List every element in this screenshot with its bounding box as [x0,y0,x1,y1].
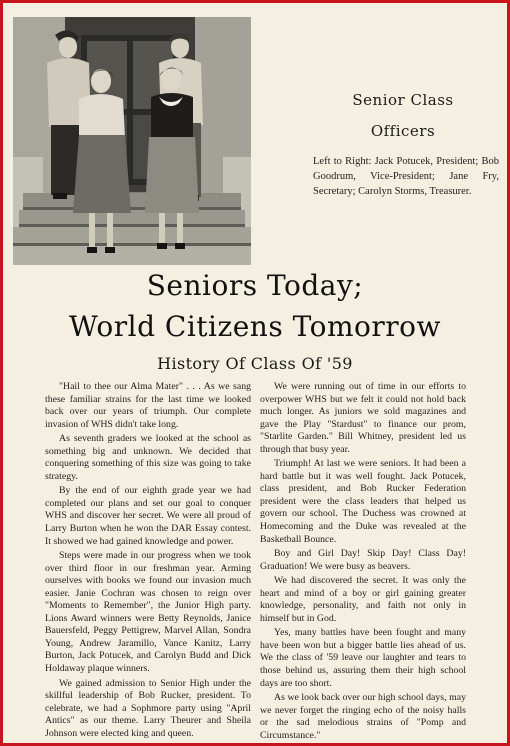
history-heading: History Of Class Of '59 [157,354,353,373]
paragraph: Steps were made in our progress when we took over third floor in our freshman year. Arming ourselves with books we found our invasion much easier. Janie Cochran was chosen to reign over "Moments to Remember", the Junior High party. Lions Award winners were Betty Reynolds, Janice Bauersfeld, Peggy Pettigrew, Marvel Allan, Sondra Young, Andrew Jaramillo, Vance Kanitz, Larry Burton, Jack Potucek, and Carolyn Budd and Dick Holdaway plaque winners. [45,550,251,675]
paragraph: We were running out of time in our efforts to overpower WHS but we felt it could not hold back much longer. As juniors we sold magazines and gave the Play "Stardust" to finance our prom, "Starlite Garden." Bill Whitney, president led us through that busy year. [260,381,466,455]
page-title-line1: Seniors Today; [146,269,364,302]
page-title-line2: World Citizens Tomorrow [69,310,441,343]
photo-illustration [13,17,251,265]
paragraph: Triumph! At last we were seniors. It had been a hard battle but it was well fought. Jack Potucek, class president, and Bob Rucker Federation president were the class leaders that helped us govern our school. The Duchess was crowned at Homecoming and the Duke was revealed at the Basketball Bounce. [260,458,466,545]
officers-heading-line2: Officers [370,122,436,140]
paragraph: We gained admission to Senior High under the skillful leadership of Bob Rucker, president. To celebrate, we had a Sophmore party using "April Antics" as our theme. Larry Theurer and Sheila Johnson were elected king and queen. [45,677,251,739]
officers-heading-line1: Senior Class [352,91,454,109]
history-right-column [260,381,466,743]
yearbook-page [3,3,507,743]
paragraph: By the end of our eighth grade year we had completed our plans and set our goal to conquer WHS and discover her secret. We were all proud of Larry Burton when he won the DAR Essay contest. It showed we had gained knowledge and power. [45,485,251,547]
paragraph: We had discovered the secret. It was only the heart and mind of a boy or girl gaining greater knowledge, personality, and faith not only in himself but in God. [260,575,466,624]
officers-caption: Left to Right: Jack Potucek, President; Bob Goodrum, Vice-President; Jane Fry, Secretary; Carolyn Storms, Treasurer. [313,156,499,197]
paragraph: As seventh graders we looked at the school as something big and unknown. We decided that conquering something of this size was going to take strategy. [45,433,251,482]
class-officers-photo [13,17,251,265]
paragraph: "Hail to thee our Alma Mater" . . . As we sang these familiar strains for the last time we looked back over our years of triumph. Our complete invasion of WHS didn't take long. [45,381,251,430]
paragraph: Boy and Girl Day! Skip Day! Class Day! Graduation! We were busy as beavers. [260,548,466,572]
history-left-column [45,381,251,742]
paragraph: As we look back over our high school days, may we never forget the ringing echo of the noisy halls or the sad melodious strains of "Pomp and Circumstance." [260,692,466,741]
paragraph: Yes, many battles have been fought and many have been won but a bigger battle lies ahead of us. We the class of '59 leave our laughter and tears to those behind us, assuring them their high school days are too short. [260,627,466,689]
